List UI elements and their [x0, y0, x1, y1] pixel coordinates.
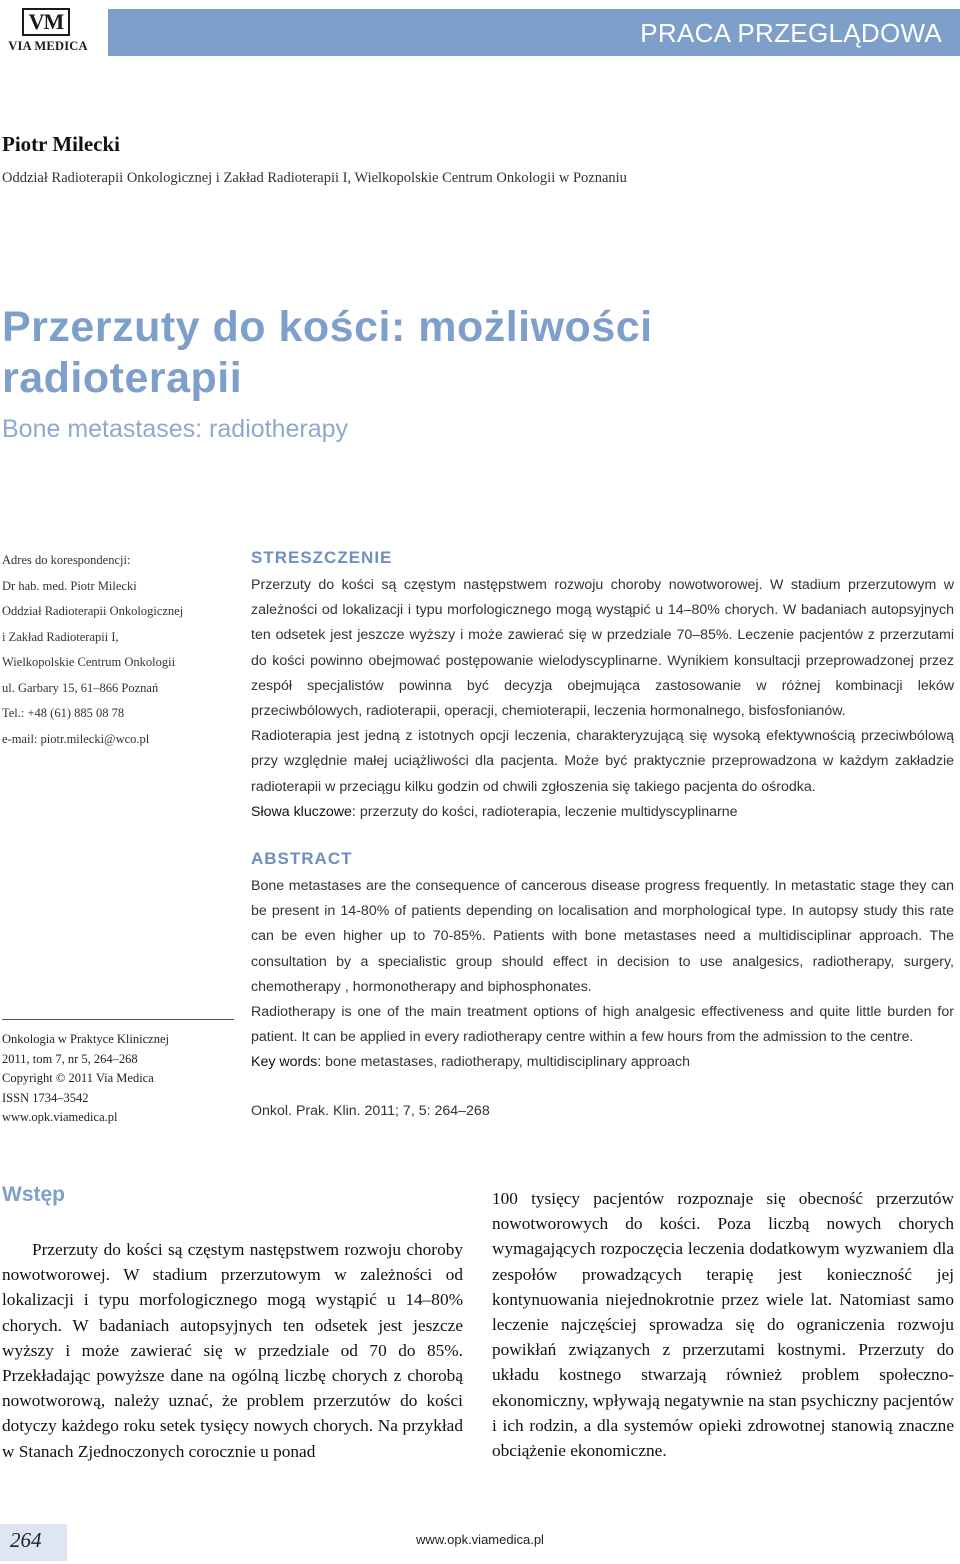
journal-url: www.opk.viamedica.pl: [2, 1110, 118, 1124]
journal-info-divider: [2, 1019, 234, 1020]
abstract-paragraph: Radiotherapy is one of the main treatment options of high analgesic effectiveness and quite little burden for patient. It can be applied in every radiotherapy centre within a few hours from the admission to the centre.: [251, 1004, 954, 1046]
journal-copyright: Copyright © 2011 Via Medica: [2, 1071, 154, 1085]
section-heading-wstep: Wstęp: [2, 1183, 65, 1206]
abstract-heading: ABSTRACT: [251, 849, 353, 868]
author-affiliation: Oddział Radioterapii Onkologicznej i Zakład Radioterapii I, Wielkopolskie Centrum Onkologii w Poznaniu: [2, 170, 627, 186]
section-label: PRACA PRZEGLĄDOWA: [640, 18, 942, 48]
journal-issn: ISSN 1734–3542: [2, 1090, 89, 1105]
body-column-right: [492, 1186, 954, 1463]
correspondence-block: [2, 548, 232, 752]
abstract-text: [251, 874, 954, 1076]
streszczenie-text: [251, 573, 954, 825]
logo-mark: VM: [22, 8, 70, 36]
correspondence-label: Adres do korespondencji:: [2, 553, 131, 567]
correspondence-line: Dr hab. med. Piotr Milecki: [2, 578, 137, 593]
journal-info: [2, 1030, 232, 1128]
footer-url: www.opk.viamedica.pl: [416, 1532, 544, 1547]
keywords-label: Słowa kluczowe:: [251, 803, 356, 820]
logo-name: VIA MEDICA: [8, 39, 88, 53]
streszczenie-heading: STRESZCZENIE: [251, 548, 393, 567]
streszczenie-paragraph: Radioterapia jest jedną z istotnych opcji leczenia, charakteryzującą się wysoką efektywnością przeciwbólową przy względnie małej uciążliwości dla pacjenta. Może być praktycznie przeprowadzona w każdym zakładzie radioterapii w przeciągu kilku godzin od chwili zgłoszenia się takiego pacjenta do ośrodka.: [251, 728, 954, 795]
correspondence-email: e-mail: piotr.milecki@wco.pl: [2, 731, 150, 746]
keywords-label: Key words:: [251, 1054, 322, 1071]
abstract-paragraph: Bone metastases are the consequence of cancerous disease progress frequently. In metastatic stage they can be present in 14-80% of patients depending on localisation and morphological type. In autopsy study this rate can be even higher up to 70-85%. Patients with bone metastases need a multidisciplinar approach. The consultation by a specialistic group should effect in decision to use analgesics, radiotherapy, surgery, chemotherapy , hormonotherapy and biphosphonates.: [251, 878, 954, 995]
correspondence-line: i Zakład Radioterapii I,: [2, 629, 119, 644]
correspondence-line: ul. Garbary 15, 61–866 Poznań: [2, 680, 159, 695]
correspondence-line: Wielkopolskie Centrum Onkologii: [2, 655, 176, 669]
body-paragraph: Przerzuty do kości są częstym następstwem rozwoju choroby nowotworowej. W stadium przerzutowym w zależności od lokalizacji i typu morfologicznego mogą wystąpić u 14–80% chorych. W badaniach autopsyjnych ten odsetek jest jeszcze wyższy i może zawierać się w przedziale od 70 do 85%. Przekładając powyższe dane na ogólną liczbę chorych z chorobą nowotworową, należy uznać, że problem przerzutów do kości dotyczy każdego roku setek tysięcy nowych chorych. Na przykład w Stanach Zjednoczonych corocznie u ponad: [2, 1240, 463, 1461]
streszczenie-paragraph: Przerzuty do kości są częstym następstwem rozwoju choroby nowotworowej. W stadium przerzutowym w zależności od lokalizacji i typu morfologicznego mogą wystąpić u 14–80% chorych. W badaniach autopsyjnych ten odsetek jest jeszcze wyższy i może zawierać się w przedziale 70–85%. Leczenie pacjentów z przerzutami do kości powinno obejmować postępowanie wielodyscyplinarne. Wynikiem konsultacji przeprowadzonej przez zespół specjalistów powinna być decyzja obejmująca zastosowanie w różnej kombinacji leków przeciwbólowych, radioterapii, operacji, chemioterapii, leczenia hormonalnego, bisfosfonianów.: [251, 577, 954, 720]
body-column-left: [2, 1237, 463, 1464]
page-number: 264: [10, 1528, 42, 1552]
journal-issue: 2011, tom 7, nr 5, 264–268: [2, 1051, 138, 1066]
article-title: Przerzuty do kości: możliwości radioterapii: [2, 303, 653, 402]
via-medica-logo: [2, 6, 94, 56]
body-paragraph: 100 tysięcy pacjentów rozpoznaje się obecność przerzutów nowotworowych do kości. Poza liczbą nowych chorych wymagających rozpoczęcia leczenia dodatkowym wyzwaniem dla zespołów prowadzących terapię jest konieczność jej kontynuowania niejednokrotnie przez wiele lat. Natomiast samo leczenie najczęściej sprowadza się do ograniczenia rozwoju powikłań związanych z przerzutami kostnymi. Przerzuty do układu kostnego stwarzają również problem społeczno-ekonomiczny, wpływają negatywnie na stan psychiczny pacjentów i ich rodzin, a dla systemów opieki zdrowotnej stanowią znaczne obciążenie ekonomiczne.: [492, 1189, 954, 1461]
journal-name: Onkologia w Praktyce Klinicznej: [2, 1032, 169, 1046]
correspondence-line: Oddział Radioterapii Onkologicznej: [2, 604, 184, 618]
abstract-keywords: [251, 1050, 954, 1075]
keywords-value: przerzuty do kości, radioterapia, leczenie multidyscyplinarne: [359, 803, 738, 820]
article-subtitle: Bone metastases: radiotherapy: [2, 415, 349, 443]
keywords-value: bone metastases, radiotherapy, multidisciplinary approach: [325, 1054, 691, 1071]
correspondence-line: Tel.: +48 (61) 885 08 78: [2, 706, 125, 720]
citation: Onkol. Prak. Klin. 2011; 7, 5: 264–268: [251, 1103, 490, 1119]
author-name: Piotr Milecki: [2, 132, 120, 156]
section-banner: [108, 9, 960, 56]
streszczenie-keywords: [251, 800, 954, 825]
